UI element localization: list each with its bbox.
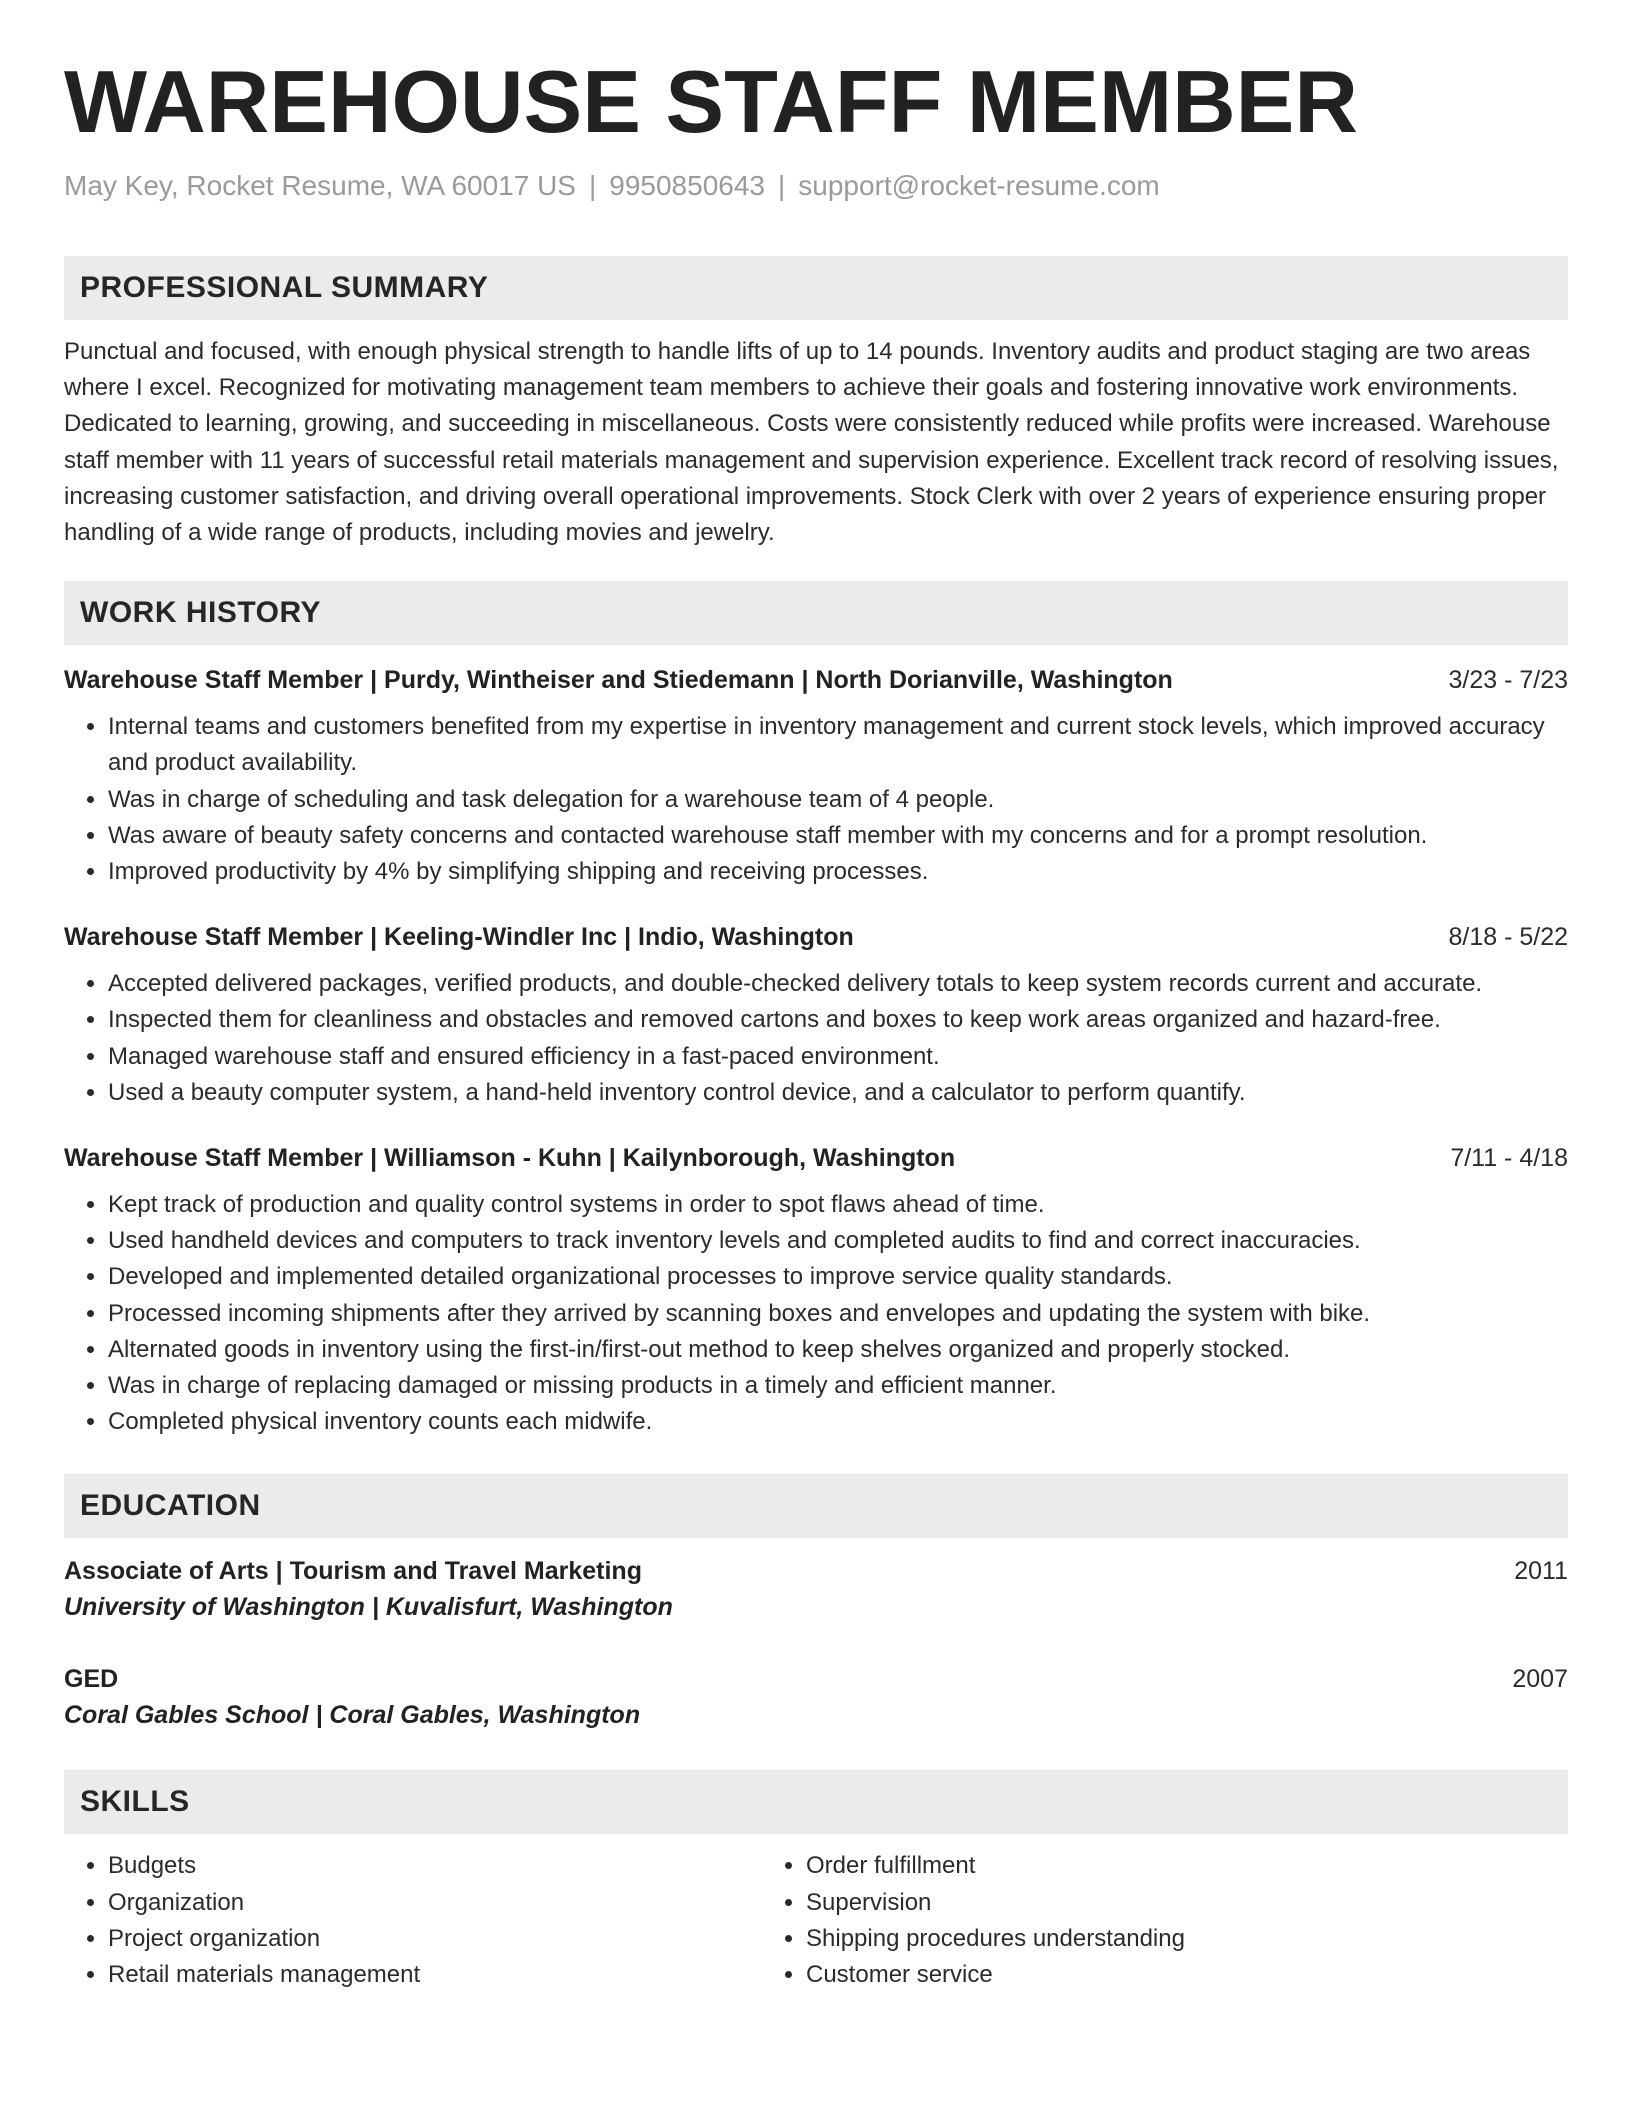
contact-phone: 9950850643	[609, 170, 765, 201]
job-bullets	[64, 966, 1568, 1111]
education-year: 2011	[1514, 1557, 1568, 1586]
section-heading-summary: PROFESSIONAL SUMMARY	[64, 256, 1568, 320]
resume-page	[64, 52, 1568, 1993]
education-school: Coral Gables School | Coral Gables, Washington	[64, 1701, 641, 1730]
skills-column-left	[64, 1848, 762, 1993]
job-bullet: • Was aware of beauty safety concerns and contacted warehouse staff member with my concerns and for a prompt resolution.	[108, 818, 1568, 854]
job-dates: 8/18 - 5/22	[1448, 923, 1568, 952]
job-dates: 3/23 - 7/23	[1448, 666, 1568, 695]
job-bullets	[64, 1187, 1568, 1440]
job-bullets	[64, 709, 1568, 890]
job-title: Warehouse Staff Member | Keeling-Windler Inc | Indio, Washington	[64, 923, 854, 952]
job-entry	[64, 1141, 1568, 1440]
skill-item: • Shipping procedures understanding	[806, 1921, 1522, 1957]
skill-item: • Order fulfillment	[806, 1848, 1522, 1884]
education-header	[64, 1554, 1568, 1588]
job-bullet: • Used handheld devices and computers to track inventory levels and completed audits to find and correct inaccuracies.	[108, 1223, 1568, 1259]
education-degree: Associate of Arts | Tourism and Travel Marketing	[64, 1557, 642, 1586]
job-entry	[64, 920, 1568, 1111]
job-bullet: • Completed physical inventory counts each midwife.	[108, 1404, 1568, 1440]
job-title: Warehouse Staff Member | Purdy, Wintheiser and Stiedemann | North Dorianville, Washington	[64, 666, 1173, 695]
contact-separator: |	[778, 170, 786, 201]
section-heading-work-history: WORK HISTORY	[64, 581, 1568, 645]
skill-item: • Retail materials management	[108, 1957, 762, 1993]
job-bullet: • Was in charge of scheduling and task delegation for a warehouse team of 4 people.	[108, 782, 1568, 818]
job-bullet: • Improved productivity by 4% by simplifying shipping and receiving processes.	[108, 854, 1568, 890]
job-bullet: • Developed and implemented detailed organizational processes to improve service quality standards.	[108, 1259, 1568, 1295]
skills-list	[64, 1848, 1568, 1993]
job-title: Warehouse Staff Member | Williamson - Kuhn | Kailynborough, Washington	[64, 1144, 956, 1173]
job-bullet: • Kept track of production and quality control systems in order to spot flaws ahead of time.	[108, 1187, 1568, 1223]
job-header	[64, 663, 1568, 697]
skill-item: • Project organization	[108, 1921, 762, 1957]
summary-text: Punctual and focused, with enough physical strength to handle lifts of up to 14 pounds. Inventory audits and product staging are two areas where I excel. Recognized for motivating management team members to achieve their goals and fostering innovative work environments. Dedicated to learning, growing, and succeeding in miscellaneous. Costs were consistently reduced while profits were increased. Warehouse staff member with 11 years of successful retail materials management and supervision experience. Excellent track record of resolving issues, increasing customer satisfaction, and driving overall operational improvements. Stock Clerk with over 2 years of experience ensuring proper handling of a wide range of products, including movies and jewelry.	[64, 338, 1559, 547]
contact-separator: |	[588, 170, 597, 201]
skill-item: • Supervision	[806, 1885, 1522, 1921]
job-bullet: • Accepted delivered packages, verified products, and double-checked delivery totals to keep system records current and accurate.	[108, 966, 1568, 1002]
skill-item: • Budgets	[108, 1848, 762, 1884]
contact-address: May Key, Rocket Resume, WA 60017 US	[64, 170, 576, 201]
job-bullet: • Managed warehouse staff and ensured efficiency in a fast-paced environment.	[108, 1039, 1568, 1075]
section-heading-education: EDUCATION	[64, 1474, 1568, 1538]
job-bullet: • Inspected them for cleanliness and obstacles and removed cartons and boxes to keep work areas organized and hazard-free.	[108, 1002, 1568, 1038]
job-bullet: • Alternated goods in inventory using the first-in/first-out method to keep shelves organized and properly stocked.	[108, 1332, 1568, 1368]
education-header	[64, 1662, 1568, 1696]
job-entry	[64, 663, 1568, 890]
job-header	[64, 1141, 1568, 1175]
education-school: University of Washington | Kuvalisfurt, Washington	[64, 1593, 673, 1622]
skill-item: • Organization	[108, 1885, 762, 1921]
candidate-name: WAREHOUSE STAFF MEMBER	[64, 52, 1358, 151]
job-dates: 7/11 - 4/18	[1450, 1144, 1568, 1173]
skills-column-right	[762, 1848, 1522, 1993]
education-entry	[64, 1662, 1568, 1734]
skill-item: • Customer service	[806, 1957, 1522, 1993]
education-year: 2007	[1512, 1665, 1568, 1694]
job-bullet: • Was in charge of replacing damaged or missing products in a timely and efficient manner.	[108, 1368, 1568, 1404]
education-entry	[64, 1554, 1568, 1626]
section-heading-skills: SKILLS	[64, 1770, 1568, 1834]
education-degree: GED	[64, 1665, 119, 1694]
job-bullet: • Internal teams and customers benefited from my expertise in inventory management and current stock levels, which improved accuracy and product availability.	[108, 709, 1568, 781]
contact-line	[64, 168, 1568, 204]
job-bullet: • Used a beauty computer system, a hand-held inventory control device, and a calculator to perform quantify.	[108, 1075, 1568, 1111]
contact-email: support@rocket-resume.com	[798, 170, 1160, 201]
job-header	[64, 920, 1568, 954]
job-bullet: • Processed incoming shipments after they arrived by scanning boxes and envelopes and updating the system with bike.	[108, 1296, 1568, 1332]
